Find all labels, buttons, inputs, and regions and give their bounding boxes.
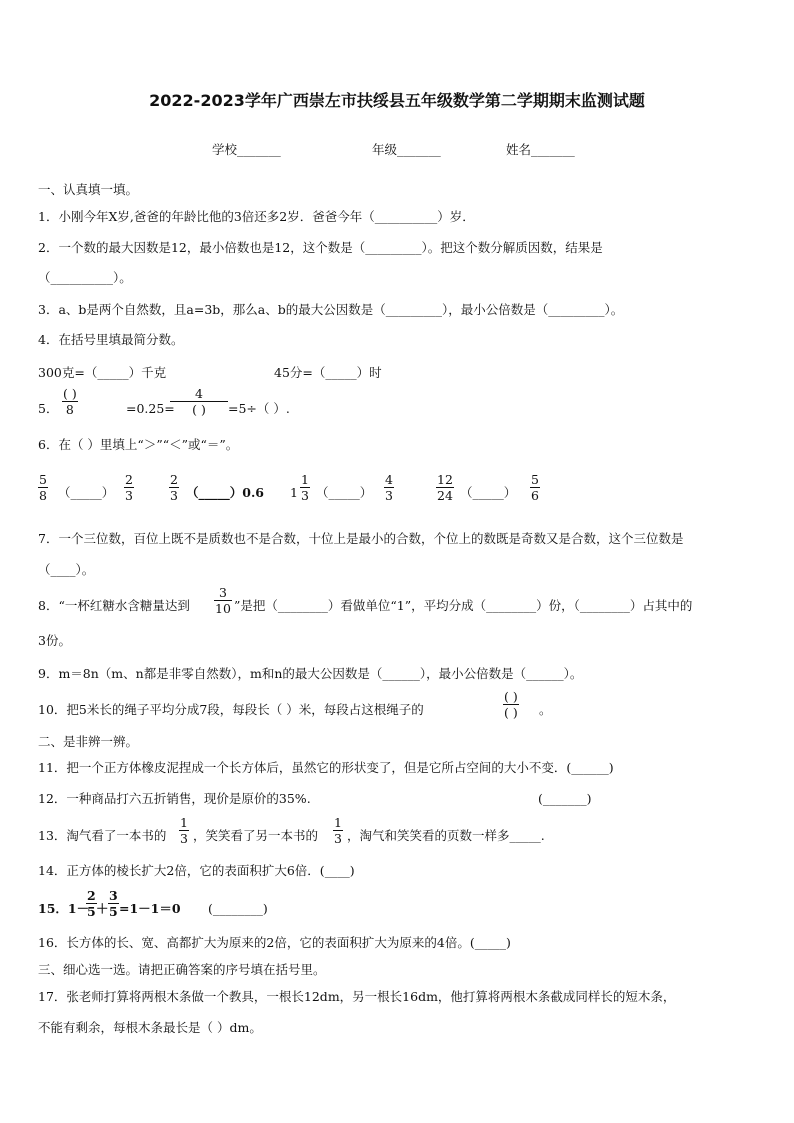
question-13-end: ，淘气和笑笑看的页数一样多_____. bbox=[347, 828, 545, 843]
q6-fraction-5-8 bbox=[38, 472, 48, 503]
fraction-denominator: 10 bbox=[215, 601, 231, 616]
question-8-start: 8．“一杯红糖水含糖量达到 bbox=[38, 598, 190, 613]
question-15-plus: ＋ bbox=[96, 901, 109, 916]
question-13-start: 13．淘气看了一本书的 bbox=[38, 828, 167, 843]
grade-field[interactable]: 年级_______ bbox=[372, 142, 441, 157]
fraction-denominator: ( ) bbox=[504, 705, 518, 720]
q6-fraction-2-3 bbox=[124, 472, 134, 503]
fraction-numerator: 4 bbox=[195, 386, 203, 401]
fraction-numerator: 1 bbox=[180, 815, 188, 830]
question-5-equals: =0.25= bbox=[126, 401, 175, 416]
q6-fraction-2-3-b bbox=[169, 472, 179, 503]
q6-fraction-4-3 bbox=[384, 472, 394, 503]
question-6: 6．在（ ）里填上“＞”“＜”或“＝”。 bbox=[38, 437, 239, 452]
fraction-denominator: 3 bbox=[170, 488, 178, 503]
fraction-numerator: 12 bbox=[437, 472, 453, 487]
question-5-fraction-1 bbox=[62, 386, 78, 417]
question-15-result: =1－1＝0 bbox=[119, 901, 181, 916]
question-4-part-b: 45分=（_____）时 bbox=[274, 365, 382, 380]
fraction-numerator: 3 bbox=[218, 585, 227, 600]
question-17: 17．张老师打算将两根木条做一个教具，一根长12dm，另一根长16dm，他打算将两根木条截成同样长的短木条， bbox=[38, 989, 676, 1004]
question-2: 2．一个数的最大因数是12，最小倍数也是12，这个数是（_________）。把这个数分解质因数，结果是 bbox=[38, 240, 603, 255]
fraction-numerator: ( ) bbox=[63, 386, 77, 401]
section-1-heading: 一、认真填一填。 bbox=[38, 182, 139, 197]
q6-blank-d[interactable]: （_____） bbox=[316, 485, 373, 500]
question-2-answer: （__________）。 bbox=[38, 270, 132, 285]
question-11: 11．把一个正方体橡皮泥捏成一个长方体后，虽然它的形状变了，但是它所占空间的大小不变．(______) bbox=[38, 760, 614, 775]
fraction-numerator: 1 bbox=[301, 472, 309, 487]
fraction-denominator: 3 bbox=[180, 831, 188, 846]
q6-blank-c[interactable]: （_____）0.6 bbox=[186, 485, 264, 500]
fraction-numerator: 2 bbox=[125, 472, 133, 487]
section-3-heading: 三、细心选一选。请把正确答案的序号填在括号里。 bbox=[38, 962, 326, 977]
q6-blank-f[interactable]: （_____） bbox=[460, 485, 517, 500]
fraction-denominator: 3 bbox=[125, 488, 133, 503]
fraction-denominator: 5 bbox=[87, 904, 96, 919]
question-15-start: 15．1－ bbox=[38, 901, 90, 916]
question-16: 16．长方体的长、宽、高都扩大为原来的2倍，它的表面积扩大为原来的4倍。(_____) bbox=[38, 935, 511, 950]
question-8-rest: ”是把（________）看做单位“1”，平均分成（________）份，（________）占其中的 bbox=[234, 598, 693, 613]
fraction-numerator: ( ) bbox=[504, 689, 518, 704]
question-13-mid: ，笑笑看了另一本书的 bbox=[193, 828, 319, 843]
question-10-end: 。 bbox=[539, 702, 552, 717]
question-9: 9．m＝8n（m、n都是非零自然数），m和n的最大公因数是（______），最小公倍数是（______）。 bbox=[38, 666, 583, 681]
fraction-numerator: 2 bbox=[170, 472, 178, 487]
question-5-number: 5． bbox=[38, 401, 59, 416]
question-12: 12．一种商品打六五折销售，现价是原价的35%. bbox=[38, 791, 311, 806]
question-15-fraction-2 bbox=[108, 888, 119, 919]
question-5-fraction-2 bbox=[170, 386, 228, 417]
question-13-fraction-2 bbox=[333, 815, 343, 846]
q6-blank-a[interactable]: （_____） bbox=[58, 485, 115, 500]
fraction-denominator: 3 bbox=[334, 831, 342, 846]
question-5-division: =5÷（ ）. bbox=[228, 401, 290, 416]
question-10: 10．把5米长的绳子平均分成7段，每段长（ ）米，每段占这根绳子的 bbox=[38, 702, 424, 717]
question-1: 1．小刚今年X岁,爸爸的年龄比他的3倍还多2岁．爸爸今年（__________）岁． bbox=[38, 209, 475, 224]
question-12-blank[interactable]: (_______) bbox=[538, 791, 592, 806]
q6-fraction-12-24 bbox=[436, 472, 454, 503]
question-3: 3．a、b是两个自然数，且a=3b，那么a、b的最大公因数是（_________），最小公倍数是（_________）。 bbox=[38, 302, 624, 317]
q6-fraction-1-3 bbox=[300, 472, 310, 503]
section-2-heading: 二、是非辨一辨。 bbox=[38, 734, 139, 749]
question-8-fraction bbox=[214, 585, 232, 616]
fraction-denominator: 3 bbox=[301, 488, 309, 503]
fraction-numerator: 5 bbox=[531, 472, 539, 487]
fraction-denominator: 8 bbox=[65, 402, 74, 417]
fraction-numerator: 2 bbox=[87, 888, 96, 903]
fraction-denominator: 5 bbox=[109, 904, 118, 919]
fraction-denominator: 24 bbox=[437, 488, 453, 503]
question-7-answer: （____）。 bbox=[38, 562, 95, 577]
school-field[interactable]: 学校_______ bbox=[212, 142, 281, 157]
fraction-numerator: 1 bbox=[334, 815, 342, 830]
fraction-denominator: ( ) bbox=[192, 402, 206, 417]
question-10-fraction bbox=[503, 689, 519, 720]
question-4: 4．在括号里填最简分数。 bbox=[38, 332, 184, 347]
fraction-denominator: 8 bbox=[39, 488, 47, 503]
question-7: 7．一个三位数，百位上既不是质数也不是合数，十位上是最小的合数，个位上的数既是奇数又是合数，这个三位数是 bbox=[38, 531, 684, 546]
question-4-part-a: 300克=（_____）千克 bbox=[38, 365, 167, 380]
question-17-line-2: 不能有剩余，每根木条最长是（ ）dm。 bbox=[38, 1020, 262, 1035]
name-field[interactable]: 姓名_______ bbox=[506, 142, 575, 157]
fraction-denominator: 6 bbox=[531, 488, 539, 503]
q6-whole-1: 1 bbox=[290, 485, 298, 500]
fraction-numerator: 5 bbox=[39, 472, 47, 487]
fraction-numerator: 3 bbox=[109, 888, 118, 903]
question-13-fraction-1 bbox=[179, 815, 189, 846]
question-14: 14．正方体的棱长扩大2倍，它的表面积扩大6倍．(____) bbox=[38, 863, 355, 878]
fraction-denominator: 3 bbox=[385, 488, 393, 503]
question-8-line-2: 3份。 bbox=[38, 633, 71, 648]
q6-fraction-5-6 bbox=[530, 472, 540, 503]
fraction-numerator: 4 bbox=[385, 472, 393, 487]
question-15-blank[interactable]: (________) bbox=[208, 901, 268, 916]
page-title: 2022-2023学年广西崇左市扶绥县五年级数学第二学期期末监测试题 bbox=[149, 91, 645, 110]
